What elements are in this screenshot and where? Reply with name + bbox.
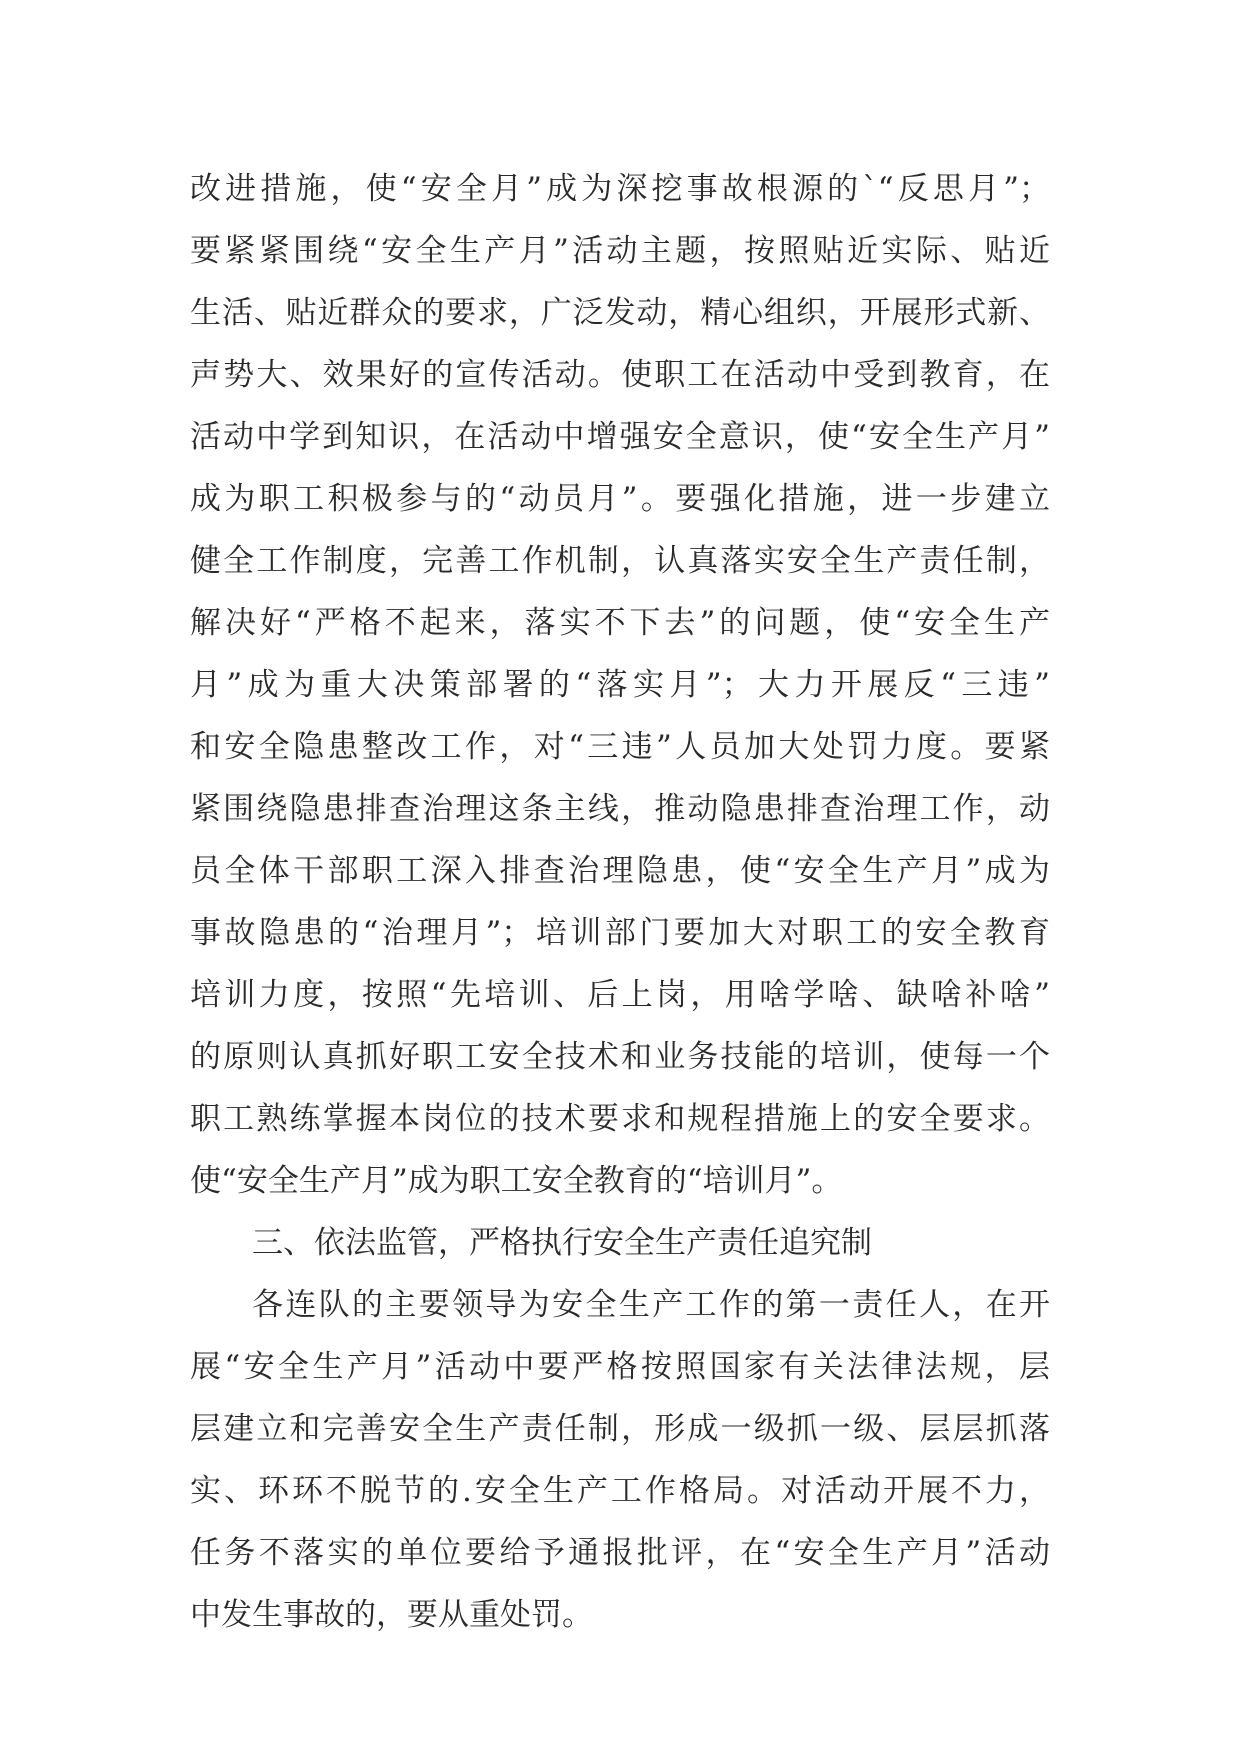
body-line: 改进措施，使“安全月”成为深挖事故根源的`“反思月”； (190, 171, 1050, 207)
body-line: 培训力度，按照“先培训、后上岗，用啥学啥、缺啥补啥” (190, 977, 1050, 1013)
body-line: 声势大、效果好的宣传活动。使职工在活动中受到教育，在 (190, 357, 1050, 393)
body-line: 活动中学到知识，在活动中增强安全意识，使“安全生产月” (190, 419, 1050, 455)
body-line: 解决好“严格不起来，落实不下去”的问题，使“安全生产 (190, 605, 1050, 641)
body-line: 员全体干部职工深入排查治理隐患，使“安全生产月”成为 (190, 853, 1050, 889)
body-line: 各连队的主要领导为安全生产工作的第一责任人，在开 (252, 1287, 1050, 1323)
section-heading: 三、依法监管，严格执行安全生产责任追究制 (252, 1225, 872, 1261)
body-line: 职工熟练掌握本岗位的技术要求和规程措施上的安全要求。 (190, 1101, 1050, 1137)
body-line: 成为职工积极参与的“动员月”。要强化措施，进一步建立 (190, 481, 1050, 517)
body-line: 展“安全生产月”活动中要严格按照国家有关法律法规，层 (190, 1349, 1050, 1385)
document-body (190, 158, 1050, 1646)
body-line: 事故隐患的“治理月”；培训部门要加大对职工的安全教育 (190, 915, 1050, 951)
body-line: 任务不落实的单位要给予通报批评，在“安全生产月”活动 (190, 1535, 1050, 1571)
paragraph-end-line: 中发生事故的，要从重处罚。 (190, 1597, 593, 1633)
body-line: 要紧紧围绕“安全生产月”活动主题，按照贴近实际、贴近 (190, 233, 1050, 269)
body-line: 和安全隐患整改工作，对“三违”人员加大处罚力度。要紧 (190, 729, 1050, 765)
body-line: 健全工作制度，完善工作机制，认真落实安全生产责任制， (190, 543, 1050, 579)
paragraph-end-line: 使“安全生产月”成为职工安全教育的“培训月”。 (190, 1163, 843, 1199)
body-line: 层建立和完善安全生产责任制，形成一级抓一级、层层抓落 (190, 1411, 1050, 1447)
body-line: 月”成为重大决策部署的“落实月”；大力开展反“三违” (190, 667, 1050, 703)
body-line: 的原则认真抓好职工安全技术和业务技能的培训，使每一个 (190, 1039, 1050, 1075)
body-line: 紧围绕隐患排查治理这条主线，推动隐患排查治理工作，动 (190, 791, 1050, 827)
body-line: 实、环环不脱节的.安全生产工作格局。对活动开展不力， (190, 1473, 1050, 1509)
body-line: 生活、贴近群众的要求，广泛发动，精心组织，开展形式新、 (190, 295, 1050, 331)
